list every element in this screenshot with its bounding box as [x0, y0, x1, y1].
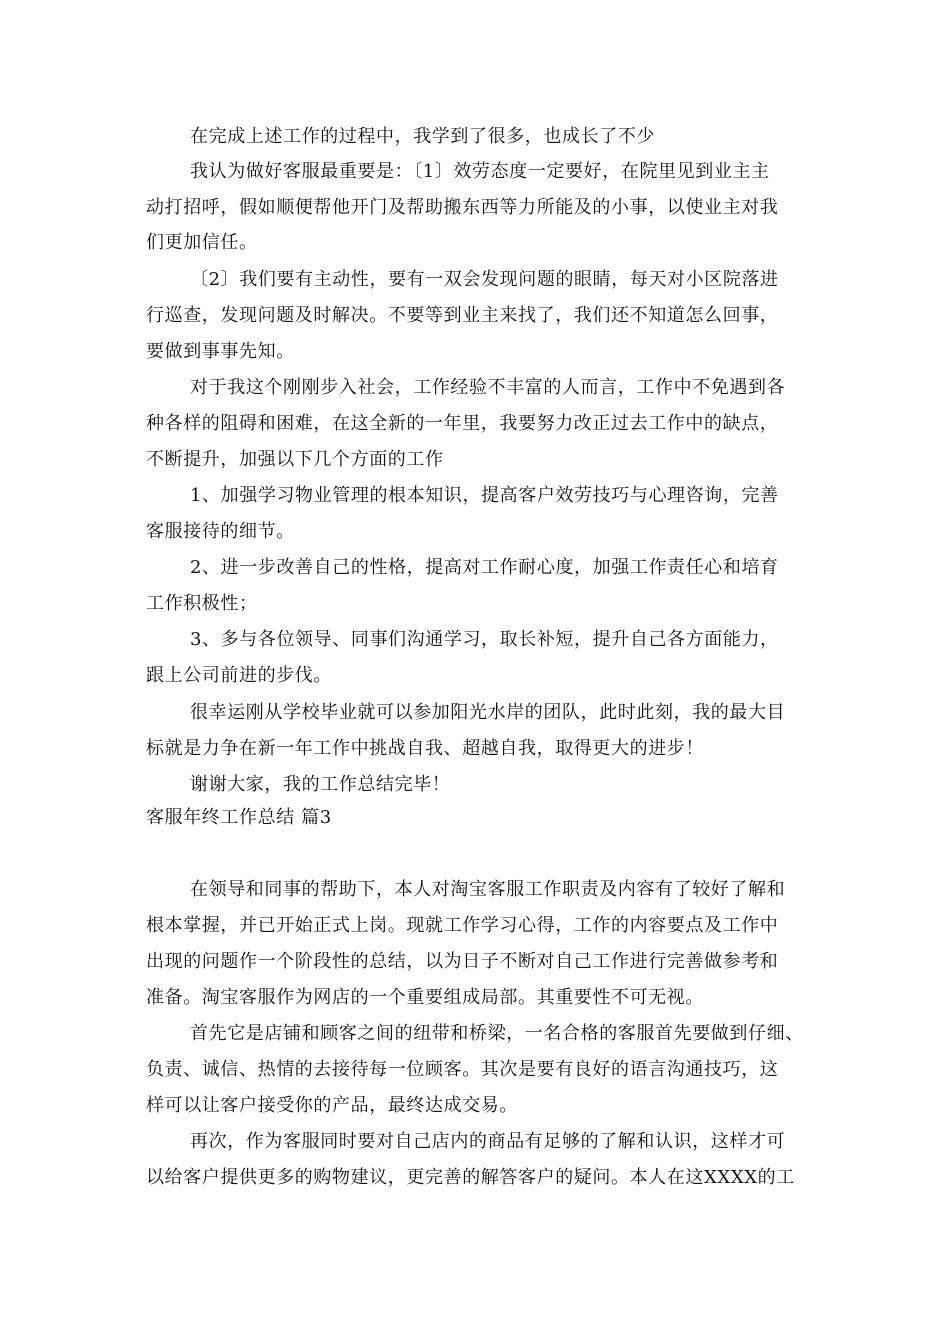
- paragraph-line: 〔2〕我们要有主动性，要有一双会发现问题的眼睛，每天对小区院落进: [190, 269, 779, 290]
- paragraph-line: 在领导和同事的帮助下，本人对淘宝客服工作职责及内容有了较好了解和: [190, 879, 786, 900]
- paragraph-line: 很幸运刚从学校毕业就可以参加阳光水岸的团队，此时此刻，我的最大目: [190, 702, 786, 723]
- paragraph-line: 工作积极性；: [146, 593, 258, 614]
- paragraph-line: 标就是力争在新一年工作中挑战自我、超越自我，取得更大的进步！: [146, 738, 704, 759]
- paragraph-line: 要做到事事先知。: [146, 341, 295, 362]
- paragraph-line: 出现的问题作一个阶段性的总结，以为日子不断对自己工作进行完善做参考和: [146, 951, 779, 972]
- paragraph-line: 准备。淘宝客服作为网店的一个重要组成局部。其重要性不可无视。: [146, 987, 704, 1008]
- section-heading: 客服年终工作总结 篇3: [146, 807, 332, 828]
- paragraph-line: 跟上公司前进的步伐。: [146, 665, 332, 686]
- paragraph-line: 们更加信任。: [146, 232, 258, 253]
- paragraph-line: 谢谢大家，我的工作总结完毕！: [190, 774, 451, 795]
- paragraph-line: 3、多与各位领导、同事们沟通学习，取长补短，提升自己各方面能力，: [190, 629, 779, 650]
- paragraph-line: 不断提升，加强以下几个方面的工作: [146, 449, 444, 470]
- paragraph-line: 行巡查，发现问题及时解决。不要等到业主来找了，我们还不知道怎么回事，: [146, 305, 779, 326]
- paragraph-line: 动打招呼，假如顺便帮他开门及帮助搬东西等力所能及的小事，以使业主对我: [146, 197, 779, 218]
- paragraph-line: 首先它是店铺和顾客之间的纽带和桥梁，一名合格的客服首先要做到仔细、: [190, 1023, 804, 1044]
- paragraph-line: 以给客户提供更多的购物建议，更完善的解答客户的疑问。本人在这XXXX的工: [146, 1167, 795, 1188]
- paragraph-line: 我认为做好客服最重要是：〔1〕效劳态度一定要好，在院里见到业主主: [190, 161, 770, 182]
- paragraph-line: 客服接待的细节。: [146, 521, 295, 542]
- paragraph-line: 2、进一步改善自己的性格，提高对工作耐心度，加强工作责任心和培育: [190, 557, 779, 578]
- paragraph-line: 根本掌握，并已开始正式上岗。现就工作学习心得，工作的内容要点及工作中: [146, 915, 779, 936]
- paragraph-line: 再次，作为客服同时要对自己店内的商品有足够的了解和认识，这样才可: [190, 1131, 786, 1152]
- paragraph-line: 样可以让客户接受你的产品，最终达成交易。: [146, 1095, 518, 1116]
- paragraph-line: 负责、诚信、热情的去接待每一位顾客。其次是要有良好的语言沟通技巧，这: [146, 1059, 779, 1080]
- paragraph-line: 在完成上述工作的过程中，我学到了很多，也成长了不少: [190, 126, 655, 147]
- paragraph-line: 1、加强学习物业管理的根本知识，提高客户效劳技巧与心理咨询，完善: [190, 485, 779, 506]
- paragraph-line: 种各样的阻碍和困难，在这全新的一年里，我要努力改正过去工作中的缺点，: [146, 413, 779, 434]
- paragraph-line: 对于我这个刚刚步入社会，工作经验不丰富的人而言，工作中不免遇到各: [190, 377, 786, 398]
